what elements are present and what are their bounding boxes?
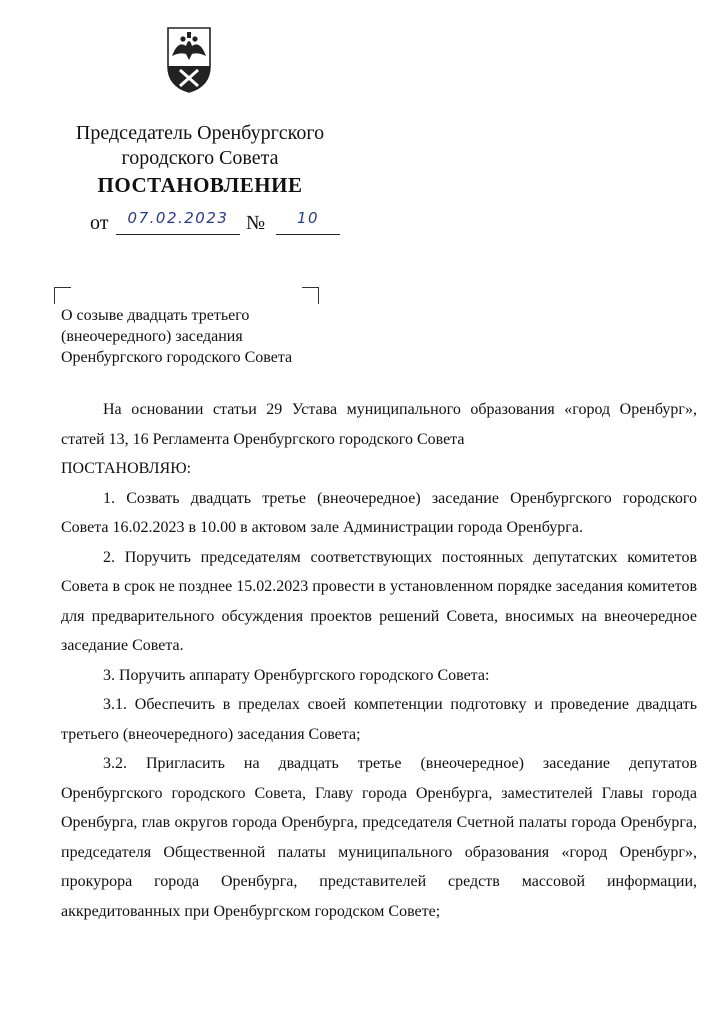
paragraph-2: 2. Поручить председателям соответствующих постоянных депутатских комитетов Совета в срок не позднее 15.02.2023 провести в установленном порядке заседания комитетов для предварительного обсуждения проектов решений Совета, вносимых на внеочередное заседание Совета. [61,548,697,654]
subject-line: Оренбургского городского Совета [61,349,293,366]
number-underline [276,234,340,235]
paragraph-3: 3. Поручить аппарату Оренбургского городского Совета: [103,666,490,684]
number-sign: № [246,212,266,234]
number-handwritten: 10 [296,209,320,227]
subject-bracket-left [54,287,71,304]
coat-of-arms-icon [166,26,212,94]
issuer-title: Председатель Оренбургского [75,122,325,144]
date-underline [116,234,240,235]
document-type: ПОСТАНОВЛЕНИЕ [97,173,303,197]
decree-word: ПОСТАНОВЛЯЮ: [61,460,192,477]
issuer-subtitle: городского Совета [121,147,279,169]
subject-bracket-right [302,287,319,304]
date-handwritten: 07.02.2023 [127,209,229,227]
paragraph-1: 1. Созвать двадцать третье (внеочередное) заседание Оренбургского городского Совета 16.02.2023 в 10.00 в актовом зале Администрации города Оренбурга. [61,489,697,536]
subject-line: О созыве двадцать третьего [61,307,250,324]
preamble: На основании статьи 29 Устава муниципального образования «город Оренбург», статей 13, 16 Регламента Оренбургского городского Совета [61,401,697,448]
date-prefix: от [90,212,109,234]
paragraph-3-2: 3.2. Пригласить на двадцать третье (внеочередное) заседание депутатов Оренбургского городского Совета, Главу города Оренбурга, заместителей Главы города Оренбурга, глав округов города Оренбурга, председателя Счетной палаты города Оренбурга, председателя Общественной палаты муниципального образования «город Оренбург», прокурора города Оренбурга, представителей средств массовой информации, аккредитованных при Оренбургском городском Совете; [61,755,697,920]
body-text [61,395,697,926]
paragraph-3-1: 3.1. Обеспечить в пределах своей компетенции подготовку и проведение двадцать третьего (внеочередного) заседания Совета; [61,696,697,743]
subject-block [61,305,292,368]
subject-line: (внеочередного) заседания [61,328,243,345]
